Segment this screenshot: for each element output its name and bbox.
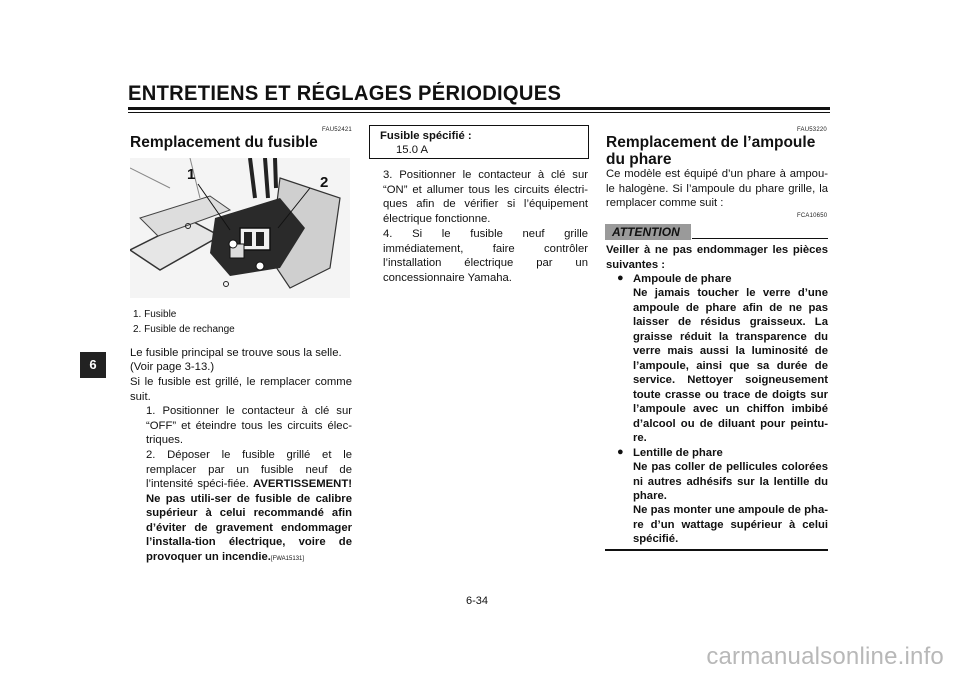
legend-item-1: 1. Fusible bbox=[133, 309, 177, 320]
spec-value: 15.0 A bbox=[396, 144, 429, 156]
step-1-text: 1. Positionner le contacteur à clé sur “OFF” et éteindre tous les circuits élec-triques. bbox=[146, 405, 352, 446]
section-code-headlight: FAU53220 bbox=[797, 127, 827, 133]
bullet-2-title: Lentille de phare bbox=[633, 447, 723, 459]
section-title-fuse: Remplacement du fusible bbox=[130, 134, 318, 151]
intro-line-3: Si le fusible est grillé, le remplacer comme suit. bbox=[130, 376, 352, 403]
step-3: 3. Positionner le contacteur à clé sur “ON” et allumer tous les circuits électri-ques afin de vérifier si l’équipement électrique fonctionne. bbox=[383, 169, 588, 225]
step-2-code: [FWA15131] bbox=[270, 555, 305, 562]
attention-intro: Veiller à ne pas endommager les pièces suivantes : bbox=[606, 244, 828, 271]
header-rule bbox=[128, 107, 830, 110]
step-1 bbox=[146, 404, 352, 448]
bullet-1-title: Ampoule de phare bbox=[633, 273, 732, 285]
step-2-warning: AVERTISSEMENT! Ne pas utili-ser de fusible de calibre supérieur à celui recommandé afin d’éviter de gravement endommager l’installa-tion électrique, voire de provoquer un incendie. bbox=[146, 478, 352, 563]
fuse-photo bbox=[130, 158, 350, 298]
bullet-1-text: Ne jamais toucher le verre d’une ampoule de phare afin de ne pas laisser de résidus graisseux. La graisse réduit la transparence du verre mais aussi la luminosité de l’ampoule, ainsi que sa durée de service. Nettoyer soigneusement toute crasse ou trace de doigts sur l’ampoule avec un chiffon imbibé d’alcool ou de diluant pour peintu-re. bbox=[633, 287, 828, 444]
attention-label: ATTENTION bbox=[612, 225, 680, 239]
headlight-intro: Ce modèle est équipé d’un phare à ampou-le halogène. Si l’ampoule du phare grille, la remplacer comme suit : bbox=[606, 168, 828, 209]
attention-bottom-rule bbox=[605, 549, 828, 551]
callout-1: 1 bbox=[187, 166, 196, 183]
bullet-icon-2: ● bbox=[617, 446, 624, 458]
page-number: 6-34 bbox=[466, 595, 489, 607]
intro-line-1: Le fusible principal se trouve sous la selle. bbox=[130, 347, 342, 359]
step-2-text: 2. Déposer le fusible grillé et le remplacer par un fusible neuf de l’intensité spéci-fiée. bbox=[146, 449, 352, 490]
watermark: carmanualsonline.info bbox=[706, 643, 944, 670]
attention-rule bbox=[692, 238, 828, 239]
attention-code: FCA10650 bbox=[797, 213, 828, 219]
bullet-icon-1: ● bbox=[617, 272, 624, 284]
step-4: 4. Si le fusible neuf grille immédiatement, faire contrôler l’installation électrique par un concessionnaire Yamaha. bbox=[383, 228, 588, 284]
bullet-2-text-2: Ne pas monter une ampoule de pha-re d’un wattage supérieur à celui spécifié. bbox=[633, 504, 828, 545]
bullet-2-text: Ne pas coller de pellicules colorées ni autres adhésifs sur la lentille du phare. bbox=[633, 461, 828, 502]
header-rule-thin bbox=[128, 112, 830, 113]
chapter-tab: 6 bbox=[80, 352, 106, 378]
section-code: FAU52421 bbox=[322, 127, 352, 133]
legend-item-2: 2. Fusible de rechange bbox=[133, 324, 235, 335]
fuse-illustration bbox=[130, 158, 350, 298]
section-title-headlight: Remplacement de l’ampoule du phare bbox=[606, 134, 816, 168]
page-header-title: ENTRETIENS ET RÉGLAGES PÉRIODIQUES bbox=[128, 82, 562, 105]
intro-line-2: (Voir page 3-13.) bbox=[130, 361, 215, 373]
callout-2: 2 bbox=[320, 174, 329, 191]
step-2 bbox=[146, 448, 352, 566]
spec-label: Fusible spécifié : bbox=[380, 130, 472, 142]
